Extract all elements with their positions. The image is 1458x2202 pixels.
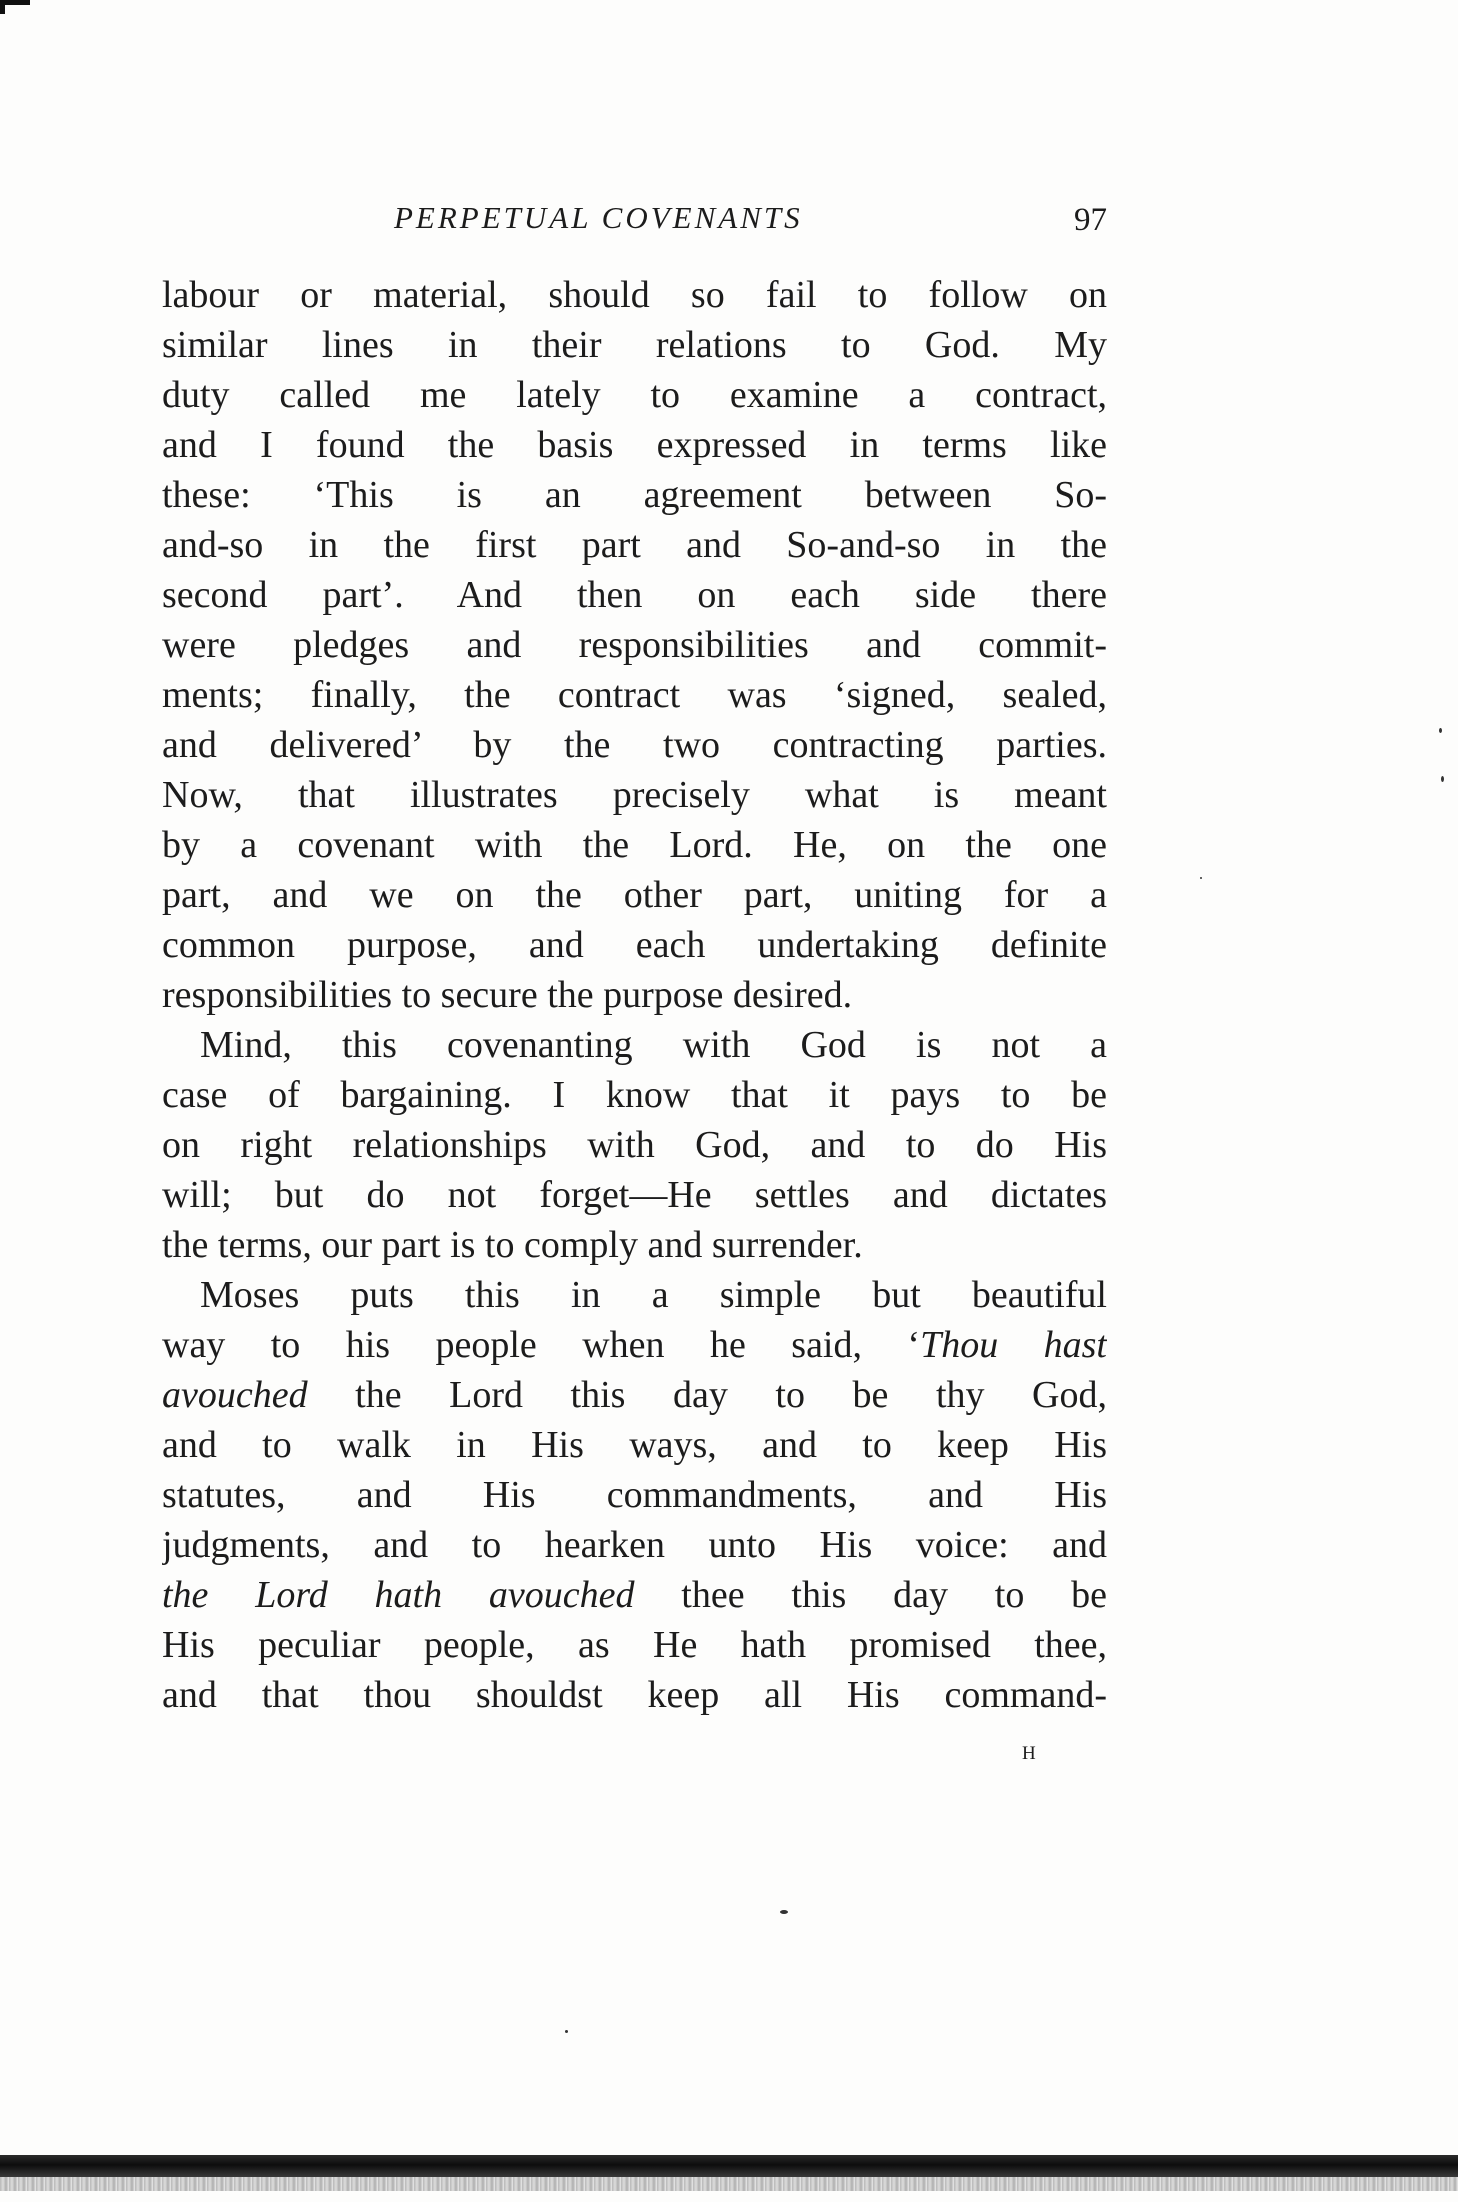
text-line: responsibilities to secure the purpose desired. [162, 974, 853, 1016]
text-line: will; but do not forget—He settles and dictates [162, 1174, 1107, 1216]
text-line: Moses puts this in a simple but beautiful [200, 1274, 1107, 1316]
text-span: way to his people when he said, ‘ [162, 1324, 921, 1366]
text-line: on right relationships with God, and to do His [162, 1124, 1107, 1166]
signature-mark: H [1022, 1743, 1037, 1764]
scan-speck [1200, 877, 1202, 879]
text-line: these: ‘This is an agreement between So- [162, 474, 1107, 516]
scan-bottom-noise [0, 2177, 1458, 2191]
text-line [162, 1320, 1107, 1370]
text-line: and-so in the first part and So-and-so in the [162, 524, 1107, 566]
text-line: and to walk in His ways, and to keep His [162, 1424, 1107, 1466]
running-title: PERPETUAL COVENANTS [394, 200, 803, 235]
text-line: the terms, our part is to comply and surrender. [162, 1224, 863, 1266]
text-line: and that thou shouldst keep all His command- [162, 1674, 1107, 1716]
text-span: thee this day to be [634, 1574, 1107, 1616]
italic-quote: avouched [162, 1374, 308, 1416]
text-line: by a covenant with the Lord. He, on the one [162, 824, 1107, 866]
scan-corner-mark [0, 0, 30, 14]
text-line: part, and we on the other part, uniting for a [162, 874, 1107, 916]
text-line [162, 1570, 1107, 1620]
text-line: ments; finally, the contract was ‘signed, sealed, [162, 674, 1107, 716]
text-line: His peculiar people, as He hath promised thee, [162, 1624, 1107, 1666]
scan-speck [1441, 776, 1444, 782]
text-line: and I found the basis expressed in terms like [162, 424, 1107, 466]
scan-speck [1439, 728, 1442, 733]
text-line: labour or material, should so fail to follow on [162, 274, 1107, 316]
page-number: 97 [1074, 202, 1107, 238]
text-line: judgments, and to hearken unto His voice: and [162, 1524, 1107, 1566]
text-line: common purpose, and each undertaking definite [162, 924, 1107, 966]
body-text [162, 270, 1107, 1720]
scan-speck [565, 2030, 568, 2033]
scan-speck [780, 1910, 788, 1914]
text-line: Mind, this covenanting with God is not a [200, 1024, 1107, 1066]
text-line: were pledges and responsibilities and commit- [162, 624, 1107, 666]
text-line [162, 1370, 1107, 1420]
text-line: duty called me lately to examine a contract, [162, 374, 1107, 416]
text-line: Now, that illustrates precisely what is meant [162, 774, 1107, 816]
running-head [162, 198, 1107, 238]
italic-quote: Thou hast [920, 1324, 1107, 1366]
italic-quote: the Lord hath avouched [162, 1574, 635, 1616]
text-line: case of bargaining. I know that it pays to be [162, 1074, 1107, 1116]
text-span: the Lord this day to be thy God, [307, 1374, 1107, 1416]
scan-bottom-edge [0, 2155, 1458, 2177]
text-line: second part’. And then on each side there [162, 574, 1107, 616]
text-line: similar lines in their relations to God. My [162, 324, 1107, 366]
text-line: and delivered’ by the two contracting parties. [162, 724, 1107, 766]
text-line: statutes, and His commandments, and His [162, 1474, 1107, 1516]
